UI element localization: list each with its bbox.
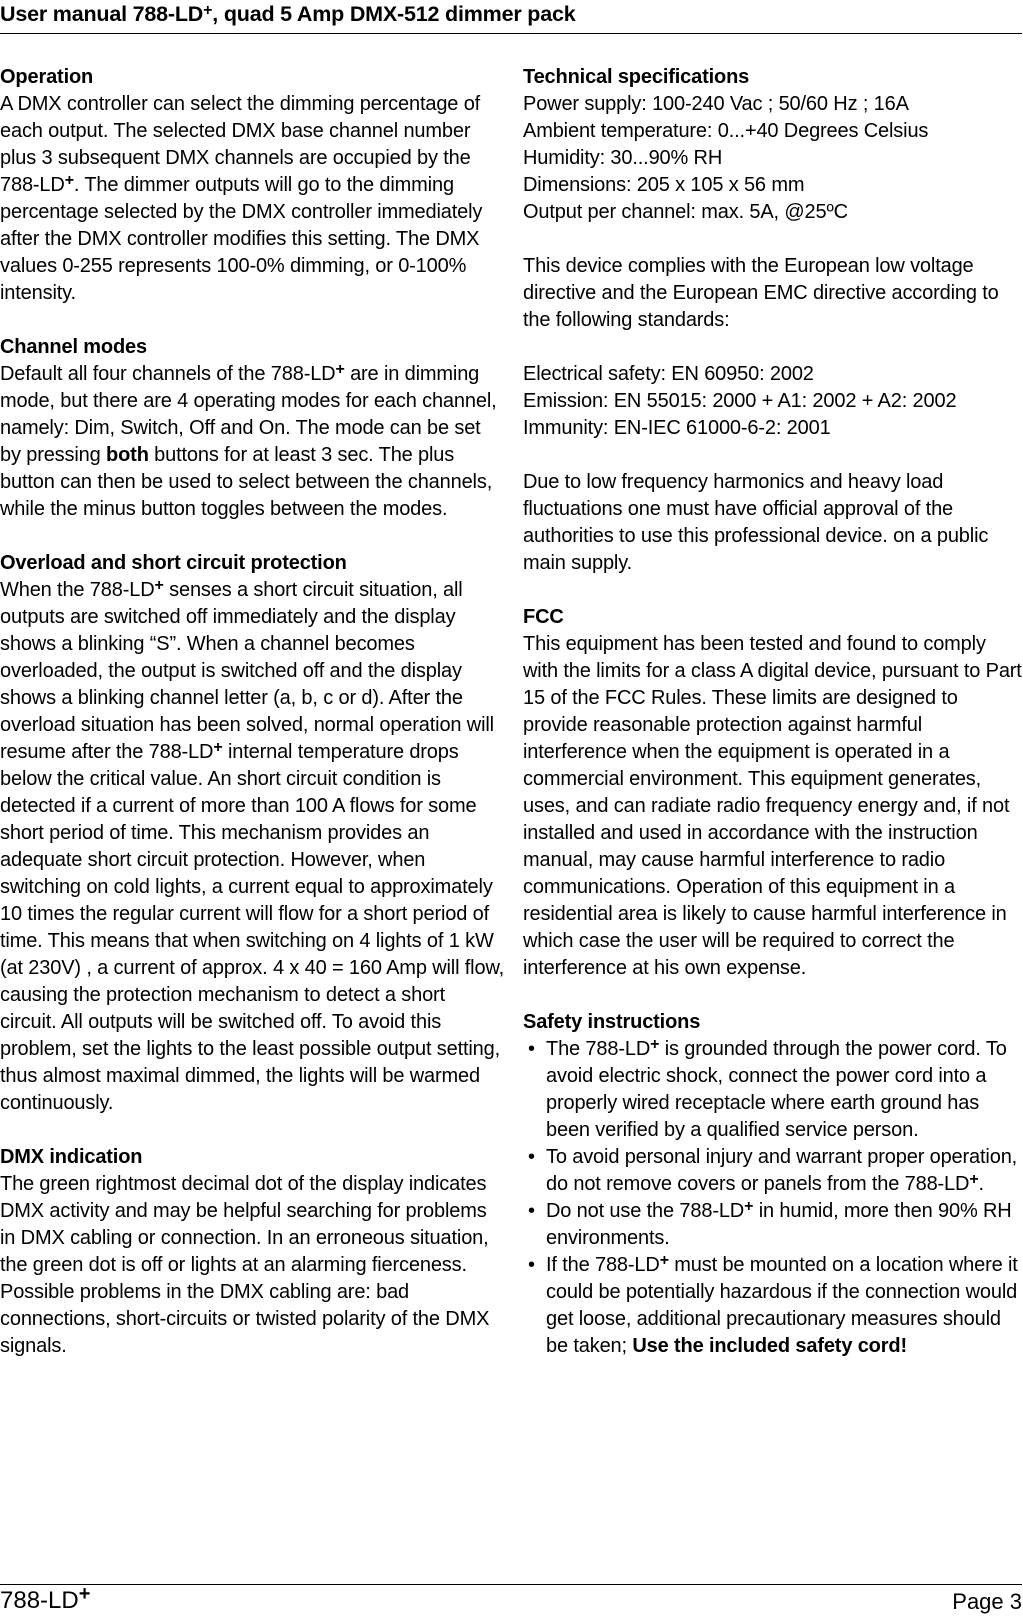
list-item: • If the 788-LD+ must be mounted on a location where it could be potentially hazardous if the connection would get loose, additional precautionary measures should be taken; Use the included safety cord! xyxy=(528,1252,1018,1357)
standard-line: Emission: EN 55015: 2000 + A1: 2002 + A2: 2002 xyxy=(523,390,957,412)
spec-line: Humidity: 30...90% RH xyxy=(523,147,723,169)
standard-line: Electrical safety: EN 60950: 2002 xyxy=(523,363,814,385)
page-header-title: User manual 788-LD+, quad 5 Amp DMX-512 dimmer pack xyxy=(0,2,576,26)
paragraph: This equipment has been tested and found to comply with the limits for a class A digital device, pursuant to Part 15 of the FCC Rules. These limits are designed to provide reasonable protection against harmful interference when the equipment is operated in a commercial environment. This equipment generates, uses, and can radiate radio frequency energy and, if not installed and used in accordance with the instruction manual, may cause harmful interference to radio communications. Operation of this equipment in a residential area is likely to cause harmful interference in which case the user will be required to correct the interference at his own expense. xyxy=(523,633,1022,979)
section-channel-modes xyxy=(0,334,505,523)
section-technical-specifications xyxy=(523,64,1023,577)
paragraph: When the 788-LD+ senses a short circuit situation, all outputs are switched off immediately and the display shows a blinking “S”. When a channel becomes overloaded, the output is switched off and the display shows a blinking channel letter (a, b, c or d). After the overload situation has been solved, normal operation will resume after the 788-LD+ internal temperature drops below the critical value. An short circuit condition is detected if a current of more than 100 A flows for some short period of time. This mechanism provides an adequate short circuit protection. However, when switching on cold lights, a current equal to approximately 10 times the regular current will flow for a short period of time. This means that when switching on 4 lights of 1 kW (at 230V) , a current of approx. 4 x 40 = 160 Amp will flow, causing the protection mechanism to detect a short circuit. All outputs will be switched off. To avoid this problem, set the lights to the least possible output setting, thus almost maximal dimmed, the lights will be warmed continuously. xyxy=(0,577,505,1114)
right-column xyxy=(523,64,1023,1360)
list-item: • To avoid personal injury and warrant proper operation, do not remove covers or panels from the 788-LD+. xyxy=(528,1146,1018,1195)
safety-list xyxy=(523,1036,1023,1360)
compliance-text: This device complies with the European low voltage directive and the European EMC directive according to the following standards: xyxy=(523,255,999,331)
page-number: Page 3 xyxy=(952,1589,1022,1614)
footer-model: 788-LD+ xyxy=(0,1583,91,1614)
spec-line: Dimensions: 205 x 105 x 56 mm xyxy=(523,174,805,196)
section-title: Operation xyxy=(0,66,94,88)
section-operation xyxy=(0,64,505,307)
paragraph: Default all four channels of the 788-LD+ are in dimming mode, but there are 4 operating modes for each channel, namely: Dim, Switch, Off and On. The mode can be set by pressing both buttons for at least 3 sec. The plus button can then be used to select between the channels, while the minus button toggles between the modes. xyxy=(0,361,497,520)
left-column xyxy=(0,64,505,1360)
approval-text: Due to low frequency harmonics and heavy load fluctuations one must have official approval of the authorities to use this professional device. on a public main supply. xyxy=(523,471,989,574)
page-footer xyxy=(0,1583,1022,1614)
section-title: FCC xyxy=(523,606,564,628)
section-title: Technical specifications xyxy=(523,66,750,88)
section-title: Safety instructions xyxy=(523,1011,701,1033)
paragraph: The green rightmost decimal dot of the display indicates DMX activity and may be helpful searching for problems in DMX cabling or connection. In an erroneous situation, the green dot is off or lights at an alarming fierceness. Possible problems in the DMX cabling are: bad connections, short-circuits or twisted polarity of the DMX signals. xyxy=(0,1173,490,1357)
page-header xyxy=(0,0,1022,34)
section-overload xyxy=(0,550,505,1117)
spec-line: Power supply: 100-240 Vac ; 50/60 Hz ; 16A xyxy=(523,93,909,115)
list-item: • Do not use the 788-LD+ in humid, more then 90% RH environments. xyxy=(528,1198,1012,1249)
section-title: Overload and short circuit protection xyxy=(0,552,347,574)
section-dmx-indication xyxy=(0,1144,505,1360)
list-item: • The 788-LD+ is grounded through the power cord. To avoid electric shock, connect the power cord into a properly wired receptacle where earth ground has been verified by a qualified service person. xyxy=(528,1036,1007,1141)
standard-line: Immunity: EN-IEC 61000-6-2: 2001 xyxy=(523,417,831,439)
section-safety-instructions xyxy=(523,1009,1023,1360)
spec-line: Output per channel: max. 5A, @25ºC xyxy=(523,201,848,223)
section-fcc xyxy=(523,604,1023,982)
section-title: DMX indication xyxy=(0,1146,143,1168)
section-title: Channel modes xyxy=(0,336,147,358)
spec-line: Ambient temperature: 0...+40 Degrees Celsius xyxy=(523,120,929,142)
paragraph: A DMX controller can select the dimming percentage of each output. The selected DMX base channel number plus 3 subsequent DMX channels are occupied by the 788-LD+. The dimmer outputs will go to the dimming percentage selected by the DMX controller immediately after the DMX controller modifies this setting. The DMX values 0-255 represents 100-0% dimming, or 0-100% intensity. xyxy=(0,93,483,304)
